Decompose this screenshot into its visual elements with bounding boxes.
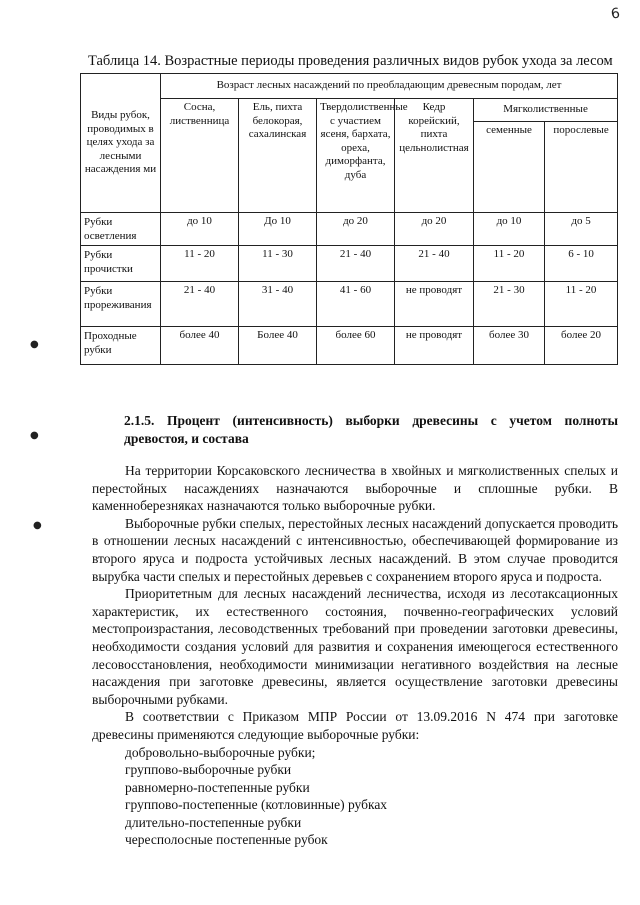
table-cell: 11 - 20	[545, 282, 618, 327]
list-item: добровольно-выборочные рубки;	[125, 744, 316, 760]
header-softwood: Мягколиственные	[474, 99, 618, 122]
bullet-mark: ●	[33, 520, 42, 531]
table-cell: более 30	[474, 327, 545, 365]
paragraph: Выборочные рубки спелых, перестойных лесных насаждений допускается проводить в отношении лесных насаждений с интенсивностью, обеспечивающей формирование из второго яруса и подроста устойчивых лесных насаждений. В этом случае проводится вырубка части спелых и перестойных деревьев с сохранением второго яруса и подроста.	[92, 515, 618, 584]
table-cell: 31 - 40	[239, 282, 317, 327]
page-number-mark: 6	[610, 5, 622, 23]
paragraph: В соответствии с Приказом МПР России от 13.09.2016 N 474 при заготовке древесины применяются следующие выборочные рубки:	[92, 709, 618, 742]
table-cell: не проводят	[395, 282, 474, 327]
header-spruce: Ель, пихта белокорая, сахалинская	[239, 99, 317, 213]
header-coppice: порослевые	[545, 122, 618, 213]
list-item: равномерно-постепенные рубки	[125, 779, 310, 795]
table-cell: 21 - 40	[161, 282, 239, 327]
table-cell: До 10	[239, 213, 317, 246]
table-cell: до 10	[161, 213, 239, 246]
table-cell: 11 - 20	[161, 246, 239, 282]
paragraph: Приоритетным для лесных насаждений лесничества, исходя из лесотаксационных характеристик, их естественного состояния, почвенно-географических условий местопроизрастания, лесоводственных требований при проведении заготовки древесины, необходимости создания условий для развития и сохранения имеющегося естественного лесовосстановления, необходимости минимизации негативного воздействия на лесные насаждения при заготовке древесины, является осуществление заготовки древесины выборочными рубками.	[92, 586, 618, 707]
table-row	[81, 213, 618, 246]
row-name: Рубки осветления	[81, 213, 161, 246]
paragraph: На территории Корсаковского лесничества в хвойных и мягколиственных спелых и перестойных насаждениях назначаются выборочные и сплошные рубки. В каменноберезняках назначаются только выборочные рубки.	[92, 463, 618, 514]
table-cell: 11 - 20	[474, 246, 545, 282]
list-item: длительно-постепенные рубки	[125, 814, 302, 830]
table-cell: более 60	[317, 327, 395, 365]
list-item: чересполосные постепенные рубок	[125, 832, 328, 848]
list-item: групповo-постепенные (котловинные) рубках	[125, 797, 388, 813]
list-item: групповo-выборочные рубки	[125, 762, 292, 778]
age-periods-table	[80, 73, 618, 365]
table-cell: до 20	[395, 213, 474, 246]
table-cell: 11 - 30	[239, 246, 317, 282]
table-title: Таблица 14. Возрастные периоды проведения различных видов рубок ухода за лесом	[88, 53, 613, 69]
header-age: Возраст лесных насаждений по преобладающим древесным породам, лет	[161, 74, 618, 99]
row-name: Рубки прореживания	[81, 282, 161, 327]
table-cell: более 40	[161, 327, 239, 365]
table-cell: до 5	[545, 213, 618, 246]
table-cell: не проводят	[395, 327, 474, 365]
table-row	[81, 327, 618, 365]
table-cell: 6 - 10	[545, 246, 618, 282]
header-seed: семенные	[474, 122, 545, 213]
table-row	[81, 246, 618, 282]
table-cell: 41 - 60	[317, 282, 395, 327]
table-cell: 21 - 30	[474, 282, 545, 327]
header-cut-type: Виды рубок, проводимых в целях ухода за лесными насаждения ми	[81, 74, 161, 213]
bullet-mark: ●	[30, 430, 39, 441]
header-cedar: Кедр корейский, пихта цельнолистная	[395, 99, 474, 213]
table-cell: более 20	[545, 327, 618, 365]
table-cell: 21 - 40	[395, 246, 474, 282]
table-cell: до 20	[317, 213, 395, 246]
table-cell: Более 40	[239, 327, 317, 365]
row-name: Рубки прочистки	[81, 246, 161, 282]
table-cell: 21 - 40	[317, 246, 395, 282]
table-cell: до 10	[474, 213, 545, 246]
header-hardwood: Твердолиственные с участием ясеня, бархата, ореха, диморфанта, дуба	[317, 99, 395, 213]
section-body	[92, 462, 618, 849]
header-pine: Сосна, лиственница	[161, 99, 239, 213]
row-name: Проходные рубки	[81, 327, 161, 365]
table-row	[81, 282, 618, 327]
bullet-mark: ●	[30, 339, 39, 350]
cut-types-list	[92, 744, 618, 850]
section-heading: 2.1.5. Процент (интенсивность) выборки древесины с учетом полноты древостоя, и состава	[124, 413, 618, 446]
